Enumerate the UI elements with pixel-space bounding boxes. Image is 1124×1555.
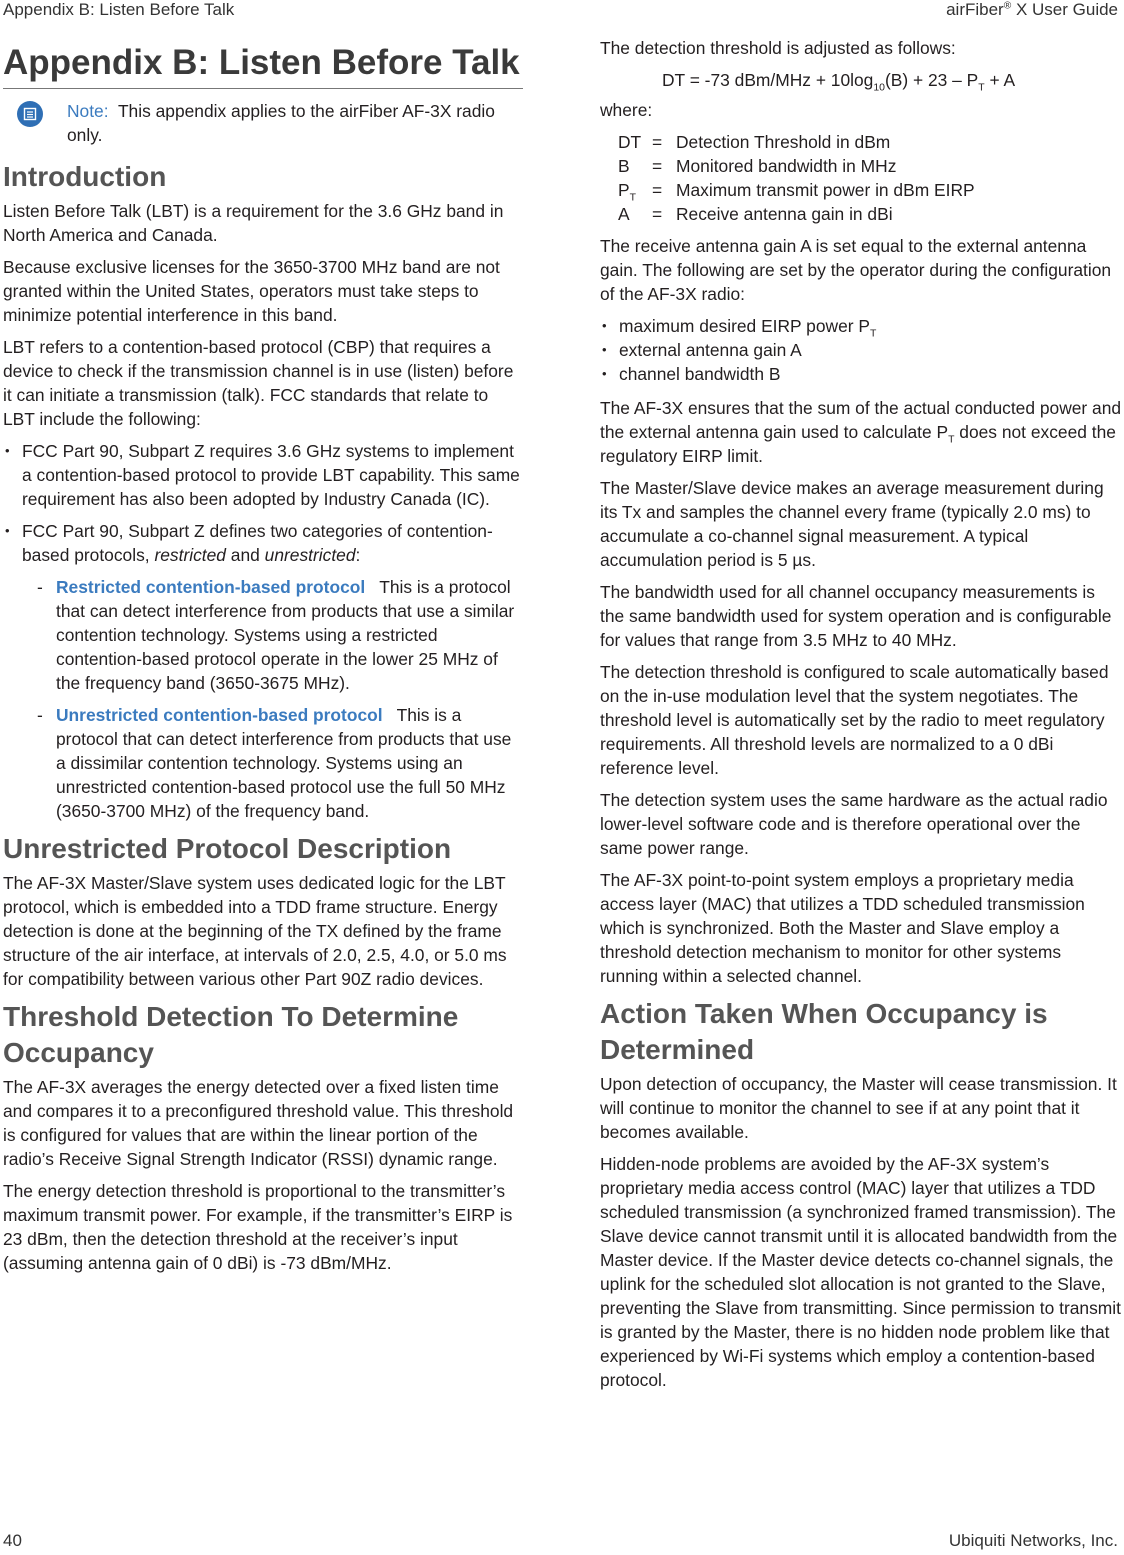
setting-antenna-gain: • external antenna gain A bbox=[600, 338, 1122, 362]
left-column bbox=[3, 36, 523, 1283]
definition-equals: = bbox=[652, 156, 663, 176]
formula-part-a: DT = -73 dBm/MHz + 10log bbox=[662, 70, 874, 90]
heading-introduction: Introduction bbox=[3, 161, 167, 192]
heading-unrestricted-protocol: Unrestricted Protocol Description bbox=[3, 833, 452, 864]
definition-symbol bbox=[618, 178, 652, 202]
note-text bbox=[67, 99, 523, 147]
unrestricted-protocol-term: Unrestricted contention-based protocol bbox=[56, 705, 383, 725]
mac-paragraph: The AF-3X point-to-point system employs a proprietary media access layer (MAC) that utilizes a TDD scheduled transmission which is synchronized. Both the Master and Slave employ a threshold detection mechanism to monitor for other systems running within a selected channel. bbox=[600, 870, 1085, 986]
eirp-limit-text-a: The AF-3X ensures that the sum of the actual conducted power and the external antenna gain used to calculate P bbox=[600, 398, 1122, 442]
note-body: This appendix applies to the airFiber AF-3X radio only. bbox=[67, 101, 495, 145]
definition-row bbox=[618, 130, 975, 154]
setting-channel-bandwidth: • channel bandwidth B bbox=[600, 362, 1122, 386]
scale-paragraph: The detection threshold is configured to scale automatically based on the in-use modulation level that the system negotiates. The threshold level is automatically set by the radio to meet regulatory requirements. All threshold levels are normalized to a 0 dBi reference level. bbox=[600, 662, 1109, 778]
unrestricted-word: unrestricted bbox=[264, 545, 356, 565]
variable-definitions bbox=[618, 130, 975, 226]
restricted-protocol-term: Restricted contention-based protocol bbox=[56, 577, 366, 597]
fcc-bullet-1: • FCC Part 90, Subpart Z requires 3.6 GHz systems to implement a contention-based protocol to provide LBT capability. This same requirement has also been adopted by Industry Canada (IC). bbox=[3, 439, 523, 511]
restricted-protocol-text: This is a protocol that can detect interference from products that use a similar contention technology. Systems using a restricted contention-based protocol operate in the lower 25 MHz of the frequency band (3650-3675 MHz). bbox=[56, 577, 515, 693]
definition-description: Maximum transmit power in dBm EIRP bbox=[676, 180, 975, 200]
definition-equals: = bbox=[652, 132, 663, 152]
bandwidth-paragraph: The bandwidth used for all channel occupancy measurements is the same bandwidth used for system operation and is configurable for values that range from 3.5 MHz to 40 MHz. bbox=[600, 582, 1112, 650]
where-label: where: bbox=[600, 100, 653, 120]
detection-formula bbox=[662, 68, 1122, 92]
unrestricted-protocol-item bbox=[22, 703, 523, 823]
cease-paragraph: Upon detection of occupancy, the Master will cease transmission. It will continue to monitor the channel to see if at any point that it becomes available. bbox=[600, 1074, 1117, 1142]
fcc-bullet-2 bbox=[3, 519, 523, 823]
definition-symbol: DT bbox=[618, 132, 642, 152]
operator-settings-list bbox=[600, 314, 1122, 386]
definition-symbol-sub: T bbox=[629, 192, 636, 204]
definition-description: Monitored bandwidth in MHz bbox=[676, 156, 897, 176]
fcc-bullet-2-text: FCC Part 90, Subpart Z defines two categories of contention-based protocols, bbox=[22, 521, 493, 565]
protocol-types-list bbox=[22, 575, 523, 823]
definition-symbol-text: P bbox=[618, 180, 630, 200]
definition-symbol: A bbox=[618, 204, 630, 224]
definition-row bbox=[618, 202, 975, 226]
threshold-paragraph-1: The AF-3X averages the energy detected over a fixed listen time and compares it to a preconfigured threshold value. This threshold is configured for values that are within the linear portion of the radio’s Receive Signal Strength Indicator (RSSI) dynamic range. bbox=[3, 1077, 514, 1169]
definition-description: Receive antenna gain in dBi bbox=[676, 204, 893, 224]
adjust-paragraph: The detection threshold is adjusted as follows: bbox=[600, 38, 956, 58]
note-label: Note: bbox=[67, 101, 109, 121]
restricted-protocol-item bbox=[22, 575, 523, 695]
right-column bbox=[600, 36, 1122, 1400]
heading-threshold-detection: Threshold Detection To Determine Occupancy bbox=[3, 1001, 459, 1068]
colon: : bbox=[355, 545, 361, 565]
setting-eirp-sub: T bbox=[869, 328, 877, 340]
eirp-limit-text-b: does not exceed the regulatory EIRP limit. bbox=[600, 422, 1116, 466]
unrestricted-protocol-text: This is a protocol that can detect interference from products that use a dissimilar contention technology. Systems using an unrestricted contention-based protocol use the full 50 MHz (3650-3700 MHz) of the frequency band. bbox=[56, 705, 512, 821]
master-slave-paragraph: The Master/Slave device makes an average measurement during its Tx and samples the channel every frame (typically 2.0 ms) to accumulate a co-channel signal measurement. A typical accumulation period is 5 µs. bbox=[600, 478, 1104, 570]
intro-paragraph-2: Because exclusive licenses for the 3650-3700 MHz band are not granted within the United States, operators must take steps to minimize potential interference in this band. bbox=[3, 257, 500, 325]
running-header-guide bbox=[946, 0, 1118, 20]
page-title: Appendix B: Listen Before Talk bbox=[3, 40, 523, 89]
page-number: 40 bbox=[3, 1531, 22, 1550]
formula-part-b: (B) + 23 – P bbox=[884, 70, 979, 90]
definition-symbol: B bbox=[618, 156, 630, 176]
setting-eirp-text: maximum desired EIRP power P bbox=[619, 316, 870, 336]
hardware-paragraph: The detection system uses the same hardware as the actual radio lower-level software code and is therefore operational over the same power range. bbox=[600, 790, 1108, 858]
formula-sub-t: T bbox=[978, 82, 985, 94]
antenna-gain-paragraph: The receive antenna gain A is set equal to the external antenna gain. The following are set by the operator during the configuration of the AF-3X radio: bbox=[600, 236, 1112, 304]
intro-paragraph-3: LBT refers to a contention-based protocol (CBP) that requires a device to check if the transmission channel is in use (listen) before it can initiate a transmission (talk). FCC standards that relate to LBT include the following: bbox=[3, 337, 514, 429]
intro-paragraph-1: Listen Before Talk (LBT) is a requirement for the 3.6 GHz band in North America and Canada. bbox=[3, 201, 504, 245]
registered-mark: ® bbox=[1003, 0, 1012, 12]
definition-equals: = bbox=[652, 204, 663, 224]
threshold-paragraph-2: The energy detection threshold is proportional to the transmitter’s maximum transmit power. For example, if the transmitter’s EIRP is 23 dBm, then the detection threshold at the receiver’s input (assuming antenna gain of 0 dBi) is -73 dBm/MHz. bbox=[3, 1181, 513, 1273]
guide-name: X User Guide bbox=[1011, 0, 1118, 19]
setting-eirp-power bbox=[600, 314, 1122, 338]
restricted-word: restricted bbox=[154, 545, 226, 565]
hidden-node-paragraph: Hidden-node problems are avoided by the AF-3X system’s proprietary media access control (MAC) layer that utilizes a TDD scheduled transmission (a synchronized framed transmission). The Slave device cannot transmit until it is allocated bandwidth from the Master device. If the Master device detects co-channel signals, the uplink for the scheduled slot allocation is not granted to the Slave, preventing the Slave from transmitting. Since permission to transmit is granted by the Master, there is no hidden node problem like that experienced by Wi-Fi systems which employ a contention-based protocol. bbox=[600, 1154, 1121, 1390]
footer-company: Ubiquiti Networks, Inc. bbox=[948, 1531, 1118, 1550]
definition-equals: = bbox=[652, 180, 663, 200]
definition-row bbox=[618, 178, 975, 202]
note-box bbox=[3, 99, 523, 147]
note-icon bbox=[17, 101, 43, 127]
fcc-bullet-list bbox=[3, 439, 523, 823]
eirp-limit-sub: T bbox=[948, 434, 955, 446]
unrestricted-paragraph: The AF-3X Master/Slave system uses dedicated logic for the LBT protocol, which is embedded into a TDD frame structure. Energy detection is done at the beginning of the TX defined by the frame structure of the air interface, at intervals of 2.0, 2.5, 4.0, or 5.0 ms for compatibility between various other Part 90Z radio devices. bbox=[3, 873, 507, 989]
eirp-limit-paragraph bbox=[600, 396, 1122, 468]
formula-sub-10: 10 bbox=[873, 82, 885, 94]
formula-part-c: + A bbox=[984, 70, 1016, 90]
definition-description: Detection Threshold in dBm bbox=[676, 132, 891, 152]
running-header-section: Appendix B: Listen Before Talk bbox=[3, 0, 235, 19]
guide-brand: airFiber bbox=[946, 0, 1004, 19]
definition-row bbox=[618, 154, 975, 178]
heading-action-taken: Action Taken When Occupancy is Determined bbox=[600, 998, 1048, 1065]
and-word: and bbox=[225, 545, 265, 565]
